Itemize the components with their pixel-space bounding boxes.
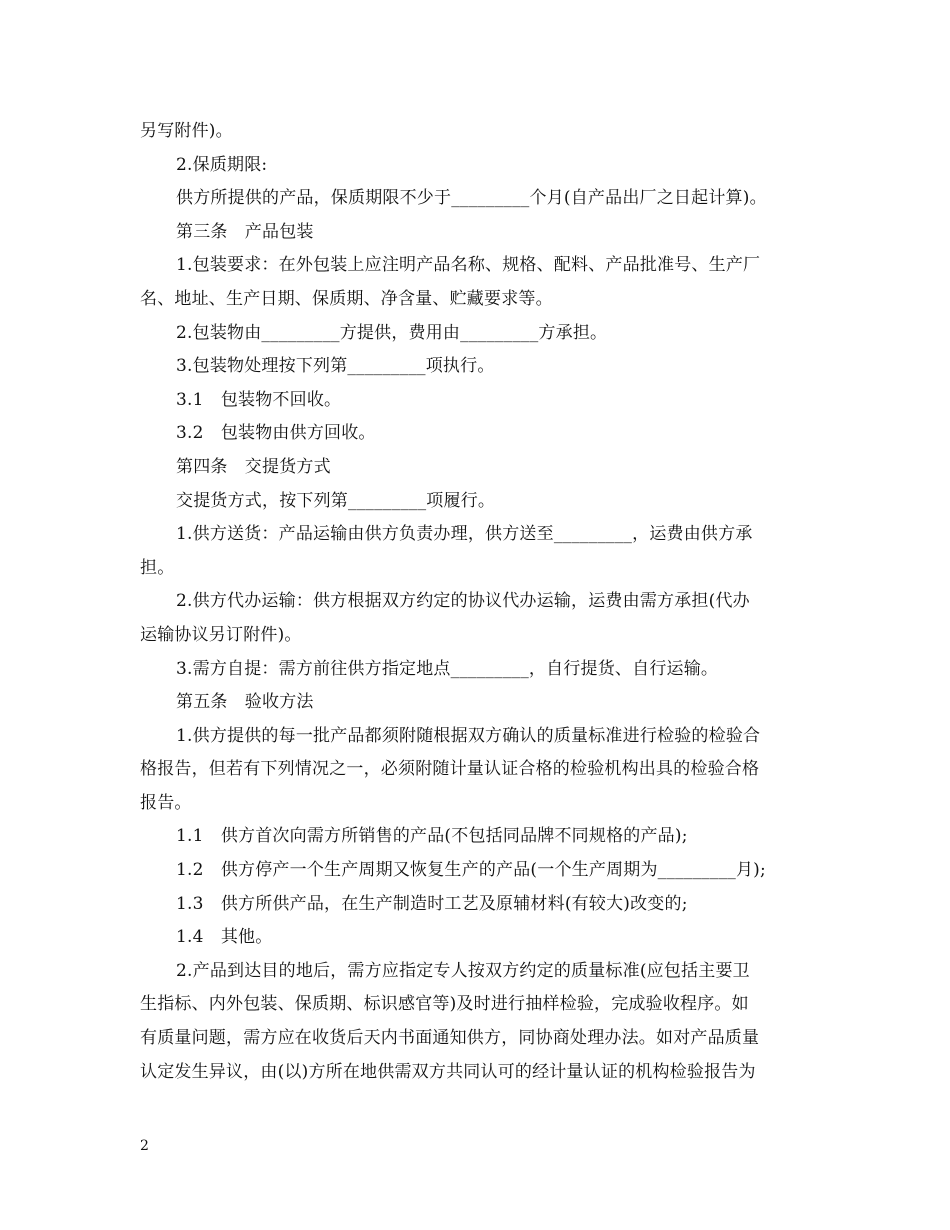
text-line-13: 1.供方送货：产品运输由供方负责办理，供方送至_________，运费由供方承 bbox=[176, 524, 753, 545]
text-line-8: 3.包装物处理按下列第_________项执行。 bbox=[176, 356, 495, 377]
section-heading-5: 第五条 验收方法 bbox=[176, 692, 314, 713]
text-line-23: 1.2 供方停产一个生产周期又恢复生产的产品(一个生产周期为_________月); bbox=[176, 860, 766, 881]
text-line-29: 认定发生异议，由(以)方所在地供需双方共同认可的经计量认证的机构检验报告为 bbox=[140, 1061, 756, 1082]
section-heading-3: 第三条 产品包装 bbox=[176, 221, 314, 242]
text-line-10: 3.2 包装物由供方回收。 bbox=[176, 423, 376, 444]
text-line-7: 2.包装物由_________方提供，费用由_________方承担。 bbox=[176, 322, 608, 343]
text-line-22: 1.1 供方首次向需方所销售的产品(不包括同品牌不同规格的产品); bbox=[176, 826, 688, 847]
text-line-21: 报告。 bbox=[140, 792, 192, 813]
document-body bbox=[140, 115, 812, 1089]
text-line-17: 3.需方自提：需方前往供方指定地点_________，自行提货、自行运输。 bbox=[176, 658, 719, 679]
text-line-9: 3.1 包装物不回收。 bbox=[176, 389, 342, 410]
text-line-6: 名、地址、生产日期、保质期、净含量、贮藏要求等。 bbox=[140, 288, 553, 309]
page-number: 2 bbox=[140, 1138, 149, 1154]
text-line-27: 生指标、内外包装、保质期、标识感官等)及时进行抽样检验，完成验收程序。如 bbox=[140, 994, 749, 1015]
text-line-15: 2.供方代办运输：供方根据双方约定的协议代办运输，运费由需方承担(代办 bbox=[176, 591, 750, 612]
text-line-19: 1.供方提供的每一批产品都须附随根据双方确认的质量标准进行检验的检验合 bbox=[176, 725, 761, 746]
text-line-1: 另写附件)。 bbox=[140, 121, 233, 141]
text-line-25: 1.4 其他。 bbox=[176, 927, 273, 948]
text-line-14: 担。 bbox=[140, 557, 175, 578]
text-line-26: 2.产品到达目的地后，需方应指定专人按双方约定的质量标准(应包括主要卫 bbox=[176, 960, 750, 981]
text-line-3: 供方所提供的产品，保质期限不少于_________个月(自产品出厂之日起计算)。 bbox=[176, 188, 767, 209]
text-line-12: 交提货方式，按下列第_________项履行。 bbox=[176, 490, 496, 511]
text-line-24: 1.3 供方所供产品，在生产制造时工艺及原辅材料(有较大)改变的; bbox=[176, 893, 688, 914]
text-line-20: 格报告，但若有下列情况之一，必须附随计量认证合格的检验机构出具的检验合格 bbox=[140, 759, 760, 780]
section-heading-4: 第四条 交提货方式 bbox=[176, 456, 331, 477]
text-line-5: 1.包装要求：在外包装上应注明产品名称、规格、配料、产品批准号、生产厂 bbox=[176, 255, 761, 276]
text-line-16: 运输协议另订附件)。 bbox=[140, 624, 302, 645]
text-line-2: 2.保质期限: bbox=[176, 154, 268, 175]
text-line-28: 有质量问题，需方应在收货后天内书面通知供方，同协商处理办法。如对产品质量 bbox=[140, 1028, 760, 1049]
